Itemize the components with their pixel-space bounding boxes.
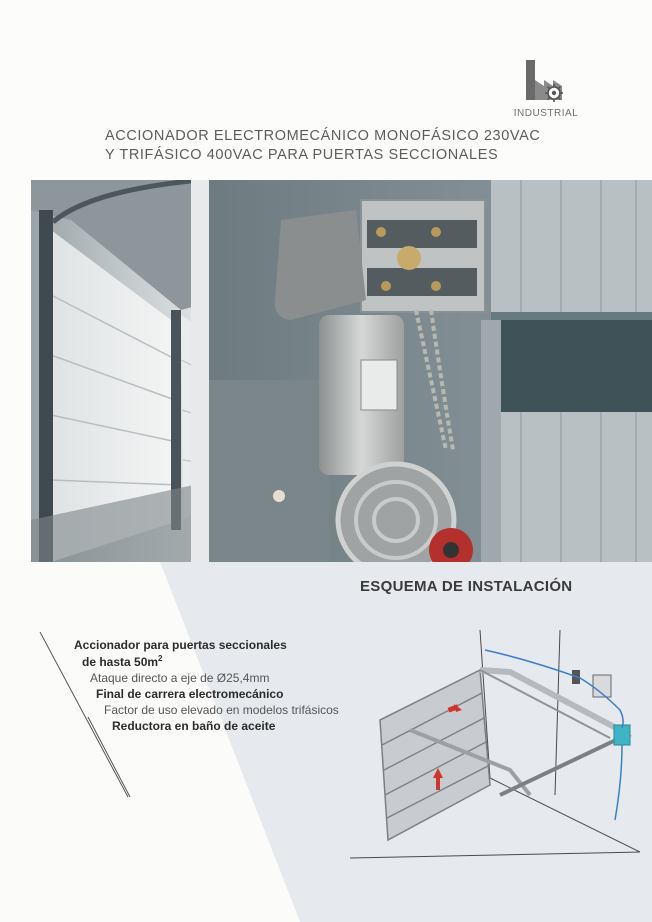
feature-item: Factor de uso elevado en modelos trifásicos	[104, 703, 339, 717]
feature-item: de hasta $50m^2$	[82, 654, 163, 669]
feature-item: Reductora en baño de aceite	[112, 719, 276, 733]
title-line-2: Y TRIFÁSICO 400VAC PARA PUERTAS SECCIONALES	[105, 147, 499, 163]
installation-schematic-drawing	[330, 620, 652, 920]
sectional-door-photo	[31, 180, 217, 562]
operator-motor-photo	[191, 180, 652, 562]
feature-item: Accionador para puertas seccionales	[74, 638, 287, 652]
category-label: INDUSTRIAL	[513, 108, 579, 119]
feature-item: Ataque directo a eje de Ø25,4mm	[90, 671, 270, 685]
installation-schema-title: ESQUEMA DE INSTALACIÓN	[360, 578, 573, 595]
page-title	[105, 127, 565, 165]
feature-item: Final de carrera electromecánico	[96, 687, 284, 701]
title-line-1: ACCIONADOR ELECTROMECÁNICO MONOFÁSICO 230VAC	[105, 128, 541, 144]
industrial-factory-icon	[522, 58, 568, 104]
